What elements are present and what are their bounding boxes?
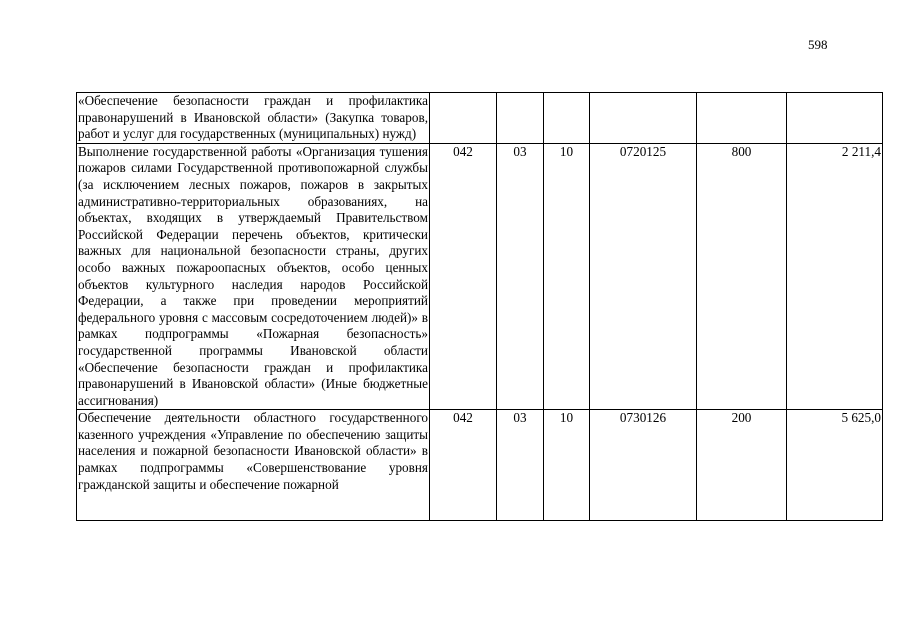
section-cell [497,93,544,144]
row-description: «Обеспечение безопасности граждан и профилактика правонарушений в Ивановской области» (Закупка товаров, работ и услуг для государственных (муниципальных) нужд) [77,93,430,144]
page-number: 598 [808,37,828,52]
section-cell: 03 [497,143,544,410]
expense-type-cell: 800 [697,143,787,410]
amount-cell: 5 625,0 [787,410,883,521]
subsection-cell [544,93,590,144]
target-article-cell: 0730126 [590,410,697,521]
amount-cell: 2 211,4 [787,143,883,410]
target-article-cell: 0720125 [590,143,697,410]
subsection-cell: 10 [544,410,590,521]
table-row [77,143,883,410]
expense-type-cell [697,93,787,144]
expense-type-cell: 200 [697,410,787,521]
table-row [77,410,883,521]
section-cell: 03 [497,410,544,521]
table-row [77,93,883,144]
grbs-code-cell [430,93,497,144]
subsection-cell: 10 [544,143,590,410]
grbs-code-cell: 042 [430,143,497,410]
budget-table [76,92,883,521]
amount-cell [787,93,883,144]
row-description-cell [77,410,430,521]
row-description: Выполнение государственной работы «Организация тушения пожаров силами Государственной противопожарной службы (за исключением лесных пожаров, пожаров в закрытых административно-территориальных образованиях, на объектах, входящих в утверждаемый Правительством Российской Федерации перечень объектов, критически важных для национальной безопасности страны, других особо важных пожароопасных объектов, особо ценных объектов культурного наследия народов Российской Федерации, а также при проведении мероприятий федерального уровня с массовым сосредоточением людей)» в рамках подпрограммы «Пожарная безопасность» государственной программы Ивановской области «Обеспечение безопасности граждан и профилактика правонарушений в Ивановской области» (Иные бюджетные ассигнования) [77,143,430,410]
target-article-cell [590,93,697,144]
row-description: Обеспечение деятельности областного государственного казенного учреждения «Управление по обеспечению защиты населения и пожарной безопасности Ивановской области» в рамках подпрограммы «Совершенствование уровня гражданской защиты и обеспечение пожарной [78,410,428,492]
grbs-code-cell: 042 [430,410,497,521]
